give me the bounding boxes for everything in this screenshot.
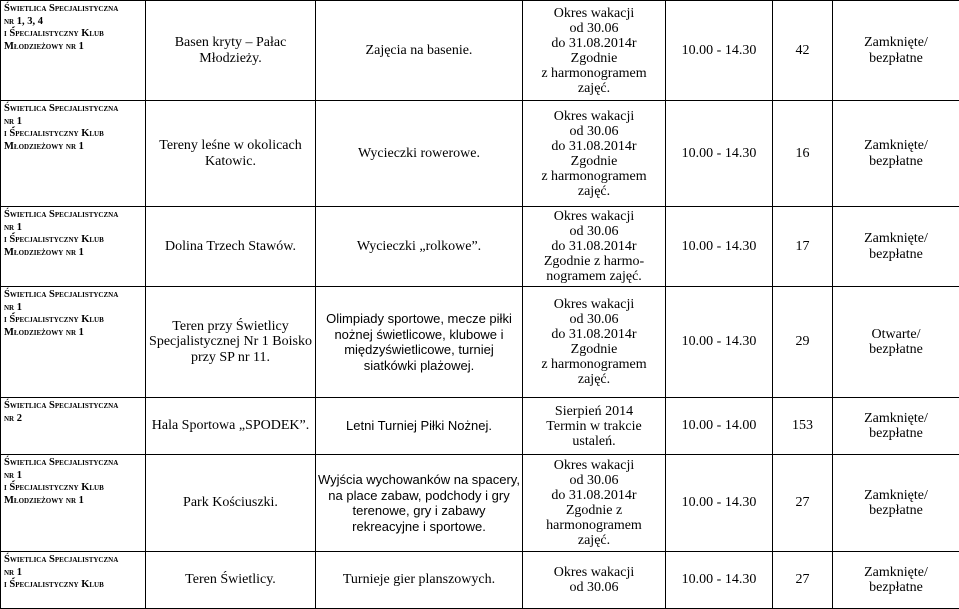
access-line: bezpłatne — [835, 580, 957, 596]
organizer-cell — [1, 1, 146, 101]
period-line: Zgodnie — [525, 51, 663, 66]
organizer-line: Młodzieżowy nr 1 — [4, 41, 142, 54]
access-line: bezpłatne — [835, 426, 957, 442]
access-line: bezpłatne — [835, 503, 957, 519]
period-line: do 31.08.2014r — [525, 488, 663, 503]
access-line: bezpłatne — [835, 154, 957, 170]
access-line: Zamknięte/ — [835, 231, 957, 247]
period-line: Zgodnie — [525, 154, 663, 169]
period-line: do 31.08.2014r — [525, 327, 663, 342]
organizer-cell — [1, 287, 146, 398]
organizer-line: nr 1 — [4, 222, 142, 235]
place-cell: Park Kościuszki. — [146, 455, 316, 552]
access-line: Zamknięte/ — [835, 411, 957, 427]
period-line: Zgodnie — [525, 342, 663, 357]
access-cell — [833, 101, 959, 207]
place-cell: Basen kryty – Pałac Młodzieży. — [146, 1, 316, 101]
organizer-line: Świetlica Specjalistyczna — [4, 103, 142, 116]
participants-cell: 17 — [773, 207, 833, 287]
organizer-line: nr 1 — [4, 302, 142, 315]
period-line: zajęć. — [525, 184, 663, 199]
organizer-line: Młodzieżowy nr 1 — [4, 141, 142, 154]
participants-cell: 27 — [773, 455, 833, 552]
period-line: zajęć. — [525, 533, 663, 548]
period-line: Okres wakacji — [525, 209, 663, 224]
access-line: bezpłatne — [835, 247, 957, 263]
organizer-line: nr 1 — [4, 470, 142, 483]
activity-cell: Turnieje gier planszowych. — [316, 552, 523, 609]
period-line: do 31.08.2014r — [525, 139, 663, 154]
period-line: Zgodnie z harmo- — [525, 254, 663, 269]
organizer-line: i Ś́pecjalistyczny Klub — [4, 234, 142, 247]
organizer-line: Świetlica Specjalistyczna — [4, 554, 142, 567]
participants-cell: 42 — [773, 1, 833, 101]
organizer-line: Młodzieżowy nr 1 — [4, 247, 142, 260]
period-cell — [523, 207, 666, 287]
organizer-line: i Ś́pecjalistyczny Klub — [4, 128, 142, 141]
hours-cell: 10.00 - 14.30 — [666, 552, 773, 609]
period-line: do 31.08.2014r — [525, 36, 663, 51]
access-cell — [833, 398, 959, 455]
hours-cell: 10.00 - 14.30 — [666, 101, 773, 207]
period-cell — [523, 398, 666, 455]
access-cell — [833, 455, 959, 552]
hours-cell: 10.00 - 14.30 — [666, 207, 773, 287]
activity-cell: Wycieczki rowerowe. — [316, 101, 523, 207]
activity-cell: Wycieczki „rolkowe”. — [316, 207, 523, 287]
access-line: bezpłatne — [835, 51, 957, 67]
organizer-line: i Ś́pecjalistyczny Klub — [4, 28, 142, 41]
activity-cell: Olimpiady sportowe, mecze piłki nożnej świetlicowe, klubowe i międzyświetlicowe, turniej siatkówki plażowej. — [316, 287, 523, 398]
activity-cell: Letni Turniej Piłki Nożnej. — [316, 398, 523, 455]
organizer-line: Świetlica Specjalistyczna — [4, 400, 142, 413]
period-line: Sierpień 2014 — [525, 404, 663, 419]
period-line: zajęć. — [525, 372, 663, 387]
organizer-line: Świetlica Specjalistyczna — [4, 3, 142, 16]
place-cell: Teren przy Świetlicy Specjalistycznej Nr 1 Boisko przy SP nr 11. — [146, 287, 316, 398]
place-cell: Dolina Trzech Stawów. — [146, 207, 316, 287]
period-line: Okres wakacji — [525, 6, 663, 21]
organizer-line: i Ś́pecjalistyczny Klub — [4, 579, 142, 592]
organizer-line: i Ś́pecjalistyczny Klub — [4, 482, 142, 495]
period-line: od 30.06 — [525, 124, 663, 139]
access-line: Zamknięte/ — [835, 35, 957, 51]
period-line: do 31.08.2014r — [525, 239, 663, 254]
access-cell — [833, 552, 959, 609]
period-line: Okres wakacji — [525, 109, 663, 124]
period-line: od 30.06 — [525, 224, 663, 239]
access-line: Zamknięte/ — [835, 488, 957, 504]
activity-cell: Zajęcia na basenie. — [316, 1, 523, 101]
activity-cell: Wyjścia wychowanków na spacery, na place zabaw, podchody i gry terenowe, gry i zabawy rekreacyjne i sportowe. — [316, 455, 523, 552]
participants-cell: 27 — [773, 552, 833, 609]
period-cell — [523, 1, 666, 101]
organizer-cell — [1, 207, 146, 287]
hours-cell: 10.00 - 14.30 — [666, 287, 773, 398]
period-line: Okres wakacji — [525, 565, 663, 580]
table-row — [1, 455, 959, 552]
period-line: z harmonogramem — [525, 357, 663, 372]
organizer-line: Młodzieżowy nr 1 — [4, 327, 142, 340]
period-line: od 30.06 — [525, 312, 663, 327]
table-row — [1, 398, 959, 455]
table-row — [1, 101, 959, 207]
organizer-line: nr 1 — [4, 116, 142, 129]
participants-cell: 29 — [773, 287, 833, 398]
access-line: Zamknięte/ — [835, 138, 957, 154]
organizer-line: Świetlica Specjalistyczna — [4, 209, 142, 222]
organizer-cell — [1, 398, 146, 455]
organizer-line: Młodzieżowy nr 1 — [4, 495, 142, 508]
hours-cell: 10.00 - 14.00 — [666, 398, 773, 455]
place-cell: Teren Świetlicy. — [146, 552, 316, 609]
table-row — [1, 287, 959, 398]
hours-cell: 10.00 - 14.30 — [666, 455, 773, 552]
hours-cell: 10.00 - 14.30 — [666, 1, 773, 101]
organizer-cell — [1, 455, 146, 552]
period-cell — [523, 101, 666, 207]
organizer-line: i Ś́pecjalistyczny Klub — [4, 314, 142, 327]
period-line: zajęć. — [525, 81, 663, 96]
period-line: od 30.06 — [525, 473, 663, 488]
organizer-line: nr 1 — [4, 567, 142, 580]
organizer-line: nr 2 — [4, 413, 142, 426]
table-row — [1, 1, 959, 101]
place-cell: Hala Sportowa „SPODEK”. — [146, 398, 316, 455]
period-line: Termin w trakcie — [525, 419, 663, 434]
access-line: Otwarte/ — [835, 327, 957, 343]
period-line: nogramem zajęć. — [525, 269, 663, 284]
period-line: harmonogramem — [525, 518, 663, 533]
organizer-line: Świetlica Specjalistyczna — [4, 457, 142, 470]
table-row — [1, 552, 959, 609]
period-line: z harmonogramem — [525, 169, 663, 184]
period-line: z harmonogramem — [525, 66, 663, 81]
period-line: ustaleń. — [525, 434, 663, 449]
period-line: Okres wakacji — [525, 297, 663, 312]
participants-cell: 16 — [773, 101, 833, 207]
period-line: Okres wakacji — [525, 458, 663, 473]
period-cell — [523, 287, 666, 398]
access-line: bezpłatne — [835, 342, 957, 358]
period-line: Zgodnie z — [525, 503, 663, 518]
access-line: Zamknięte/ — [835, 565, 957, 581]
period-line: od 30.06 — [525, 580, 663, 595]
organizer-line: Świetlica Specjalistyczna — [4, 289, 142, 302]
period-cell — [523, 455, 666, 552]
table-row — [1, 207, 959, 287]
period-cell — [523, 552, 666, 609]
organizer-cell — [1, 101, 146, 207]
period-line: od 30.06 — [525, 21, 663, 36]
access-cell — [833, 287, 959, 398]
organizer-line: nr 1, 3, 4 — [4, 16, 142, 29]
access-cell — [833, 207, 959, 287]
participants-cell: 153 — [773, 398, 833, 455]
access-cell — [833, 1, 959, 101]
place-cell: Tereny leśne w okolicach Katowic. — [146, 101, 316, 207]
organizer-cell — [1, 552, 146, 609]
